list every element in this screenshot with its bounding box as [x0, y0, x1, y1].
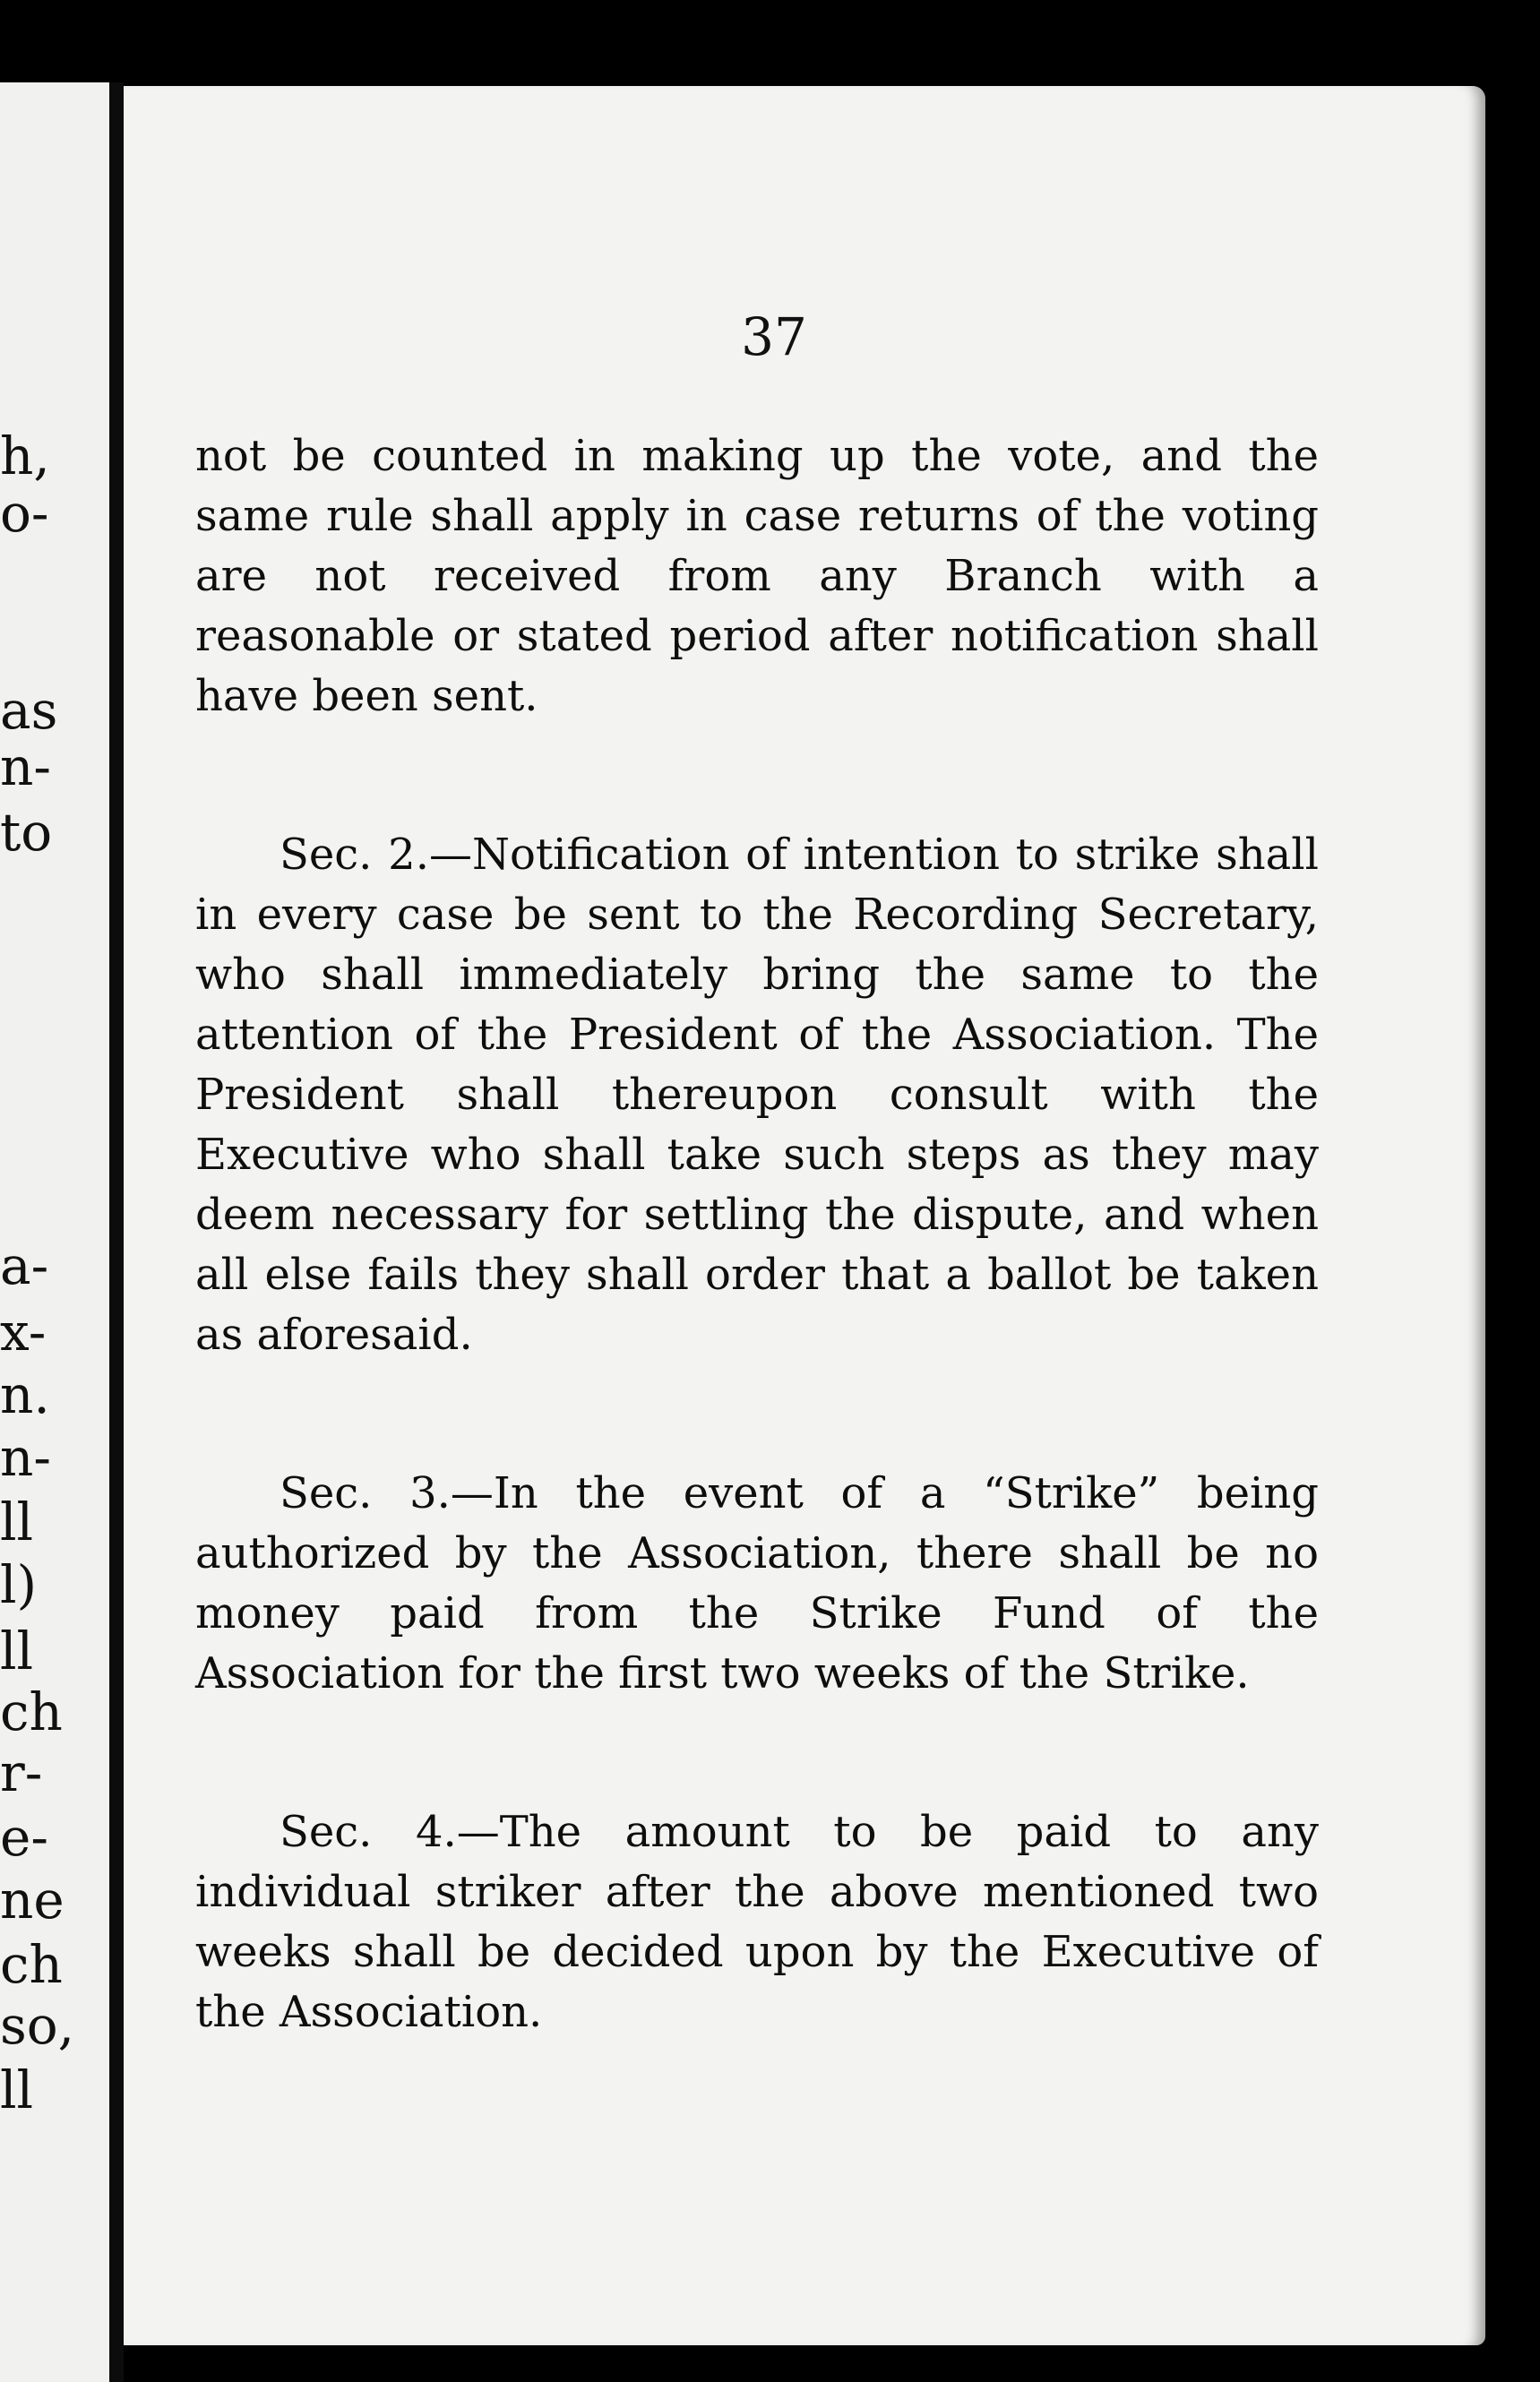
left-page-fragment: ch	[0, 1681, 63, 1742]
left-page-fragment: ch	[0, 1934, 63, 1995]
left-page-fragment: e-	[0, 1807, 48, 1868]
paragraph-sec-4: Sec. 4.—The amount to be paid to any individual striker after the above mentioned two weeks shall be decided upon by the Executive of the Association.	[195, 1807, 1319, 2037]
left-page-fragment: ll	[0, 1492, 34, 1552]
left-page-fragment: so,	[0, 1995, 75, 2056]
left-page-fragment: as	[0, 680, 58, 741]
left-page-fragment: o-	[0, 483, 49, 544]
left-page-fragment: h,	[0, 426, 50, 486]
left-page-fragment: n-	[0, 736, 51, 797]
paragraph-sec-2: Sec. 2.—Notification of intention to strike shall in every case be sent to the Recording Secretary, who shall immediately bring the same to the attention of the President of the Association. The President shall thereupon consult with the Executive who shall take such steps as they may deem necessary for settling the dispute, and when all else fails they shall order that a ballot be taken as aforesaid.	[195, 830, 1319, 1360]
left-page-fragment: to	[0, 802, 53, 863]
left-page-fragment: n-	[0, 1427, 51, 1488]
left-page-fragment: l)	[0, 1554, 38, 1615]
previous-page-edge	[0, 82, 109, 2382]
left-page-fragment: x-	[0, 1302, 47, 1363]
left-page-fragment: r-	[0, 1742, 43, 1803]
paragraph-sec-3: Sec. 3.—In the event of a “Strike” being authorized by the Association, there shall be no money paid from the Strike Fund of the Association for the first two weeks of the Strike.	[195, 1468, 1319, 1698]
left-page-fragment: ne	[0, 1870, 65, 1931]
book-page	[124, 86, 1485, 2345]
page-gutter	[109, 82, 124, 2382]
left-page-fragment: ll	[0, 2060, 34, 2120]
left-page-fragment: n.	[0, 1364, 50, 1425]
page-body	[195, 426, 1319, 2141]
paragraph-continuation: not be counted in making up the vote, and the same rule shall apply in case returns of the voting are not received from any Branch with a reasonable or stated period after notification shall have been sent.	[195, 431, 1319, 721]
left-page-fragment: ll	[0, 1621, 34, 1681]
left-page-fragment: a-	[0, 1235, 49, 1296]
page-number: 37	[741, 306, 807, 367]
